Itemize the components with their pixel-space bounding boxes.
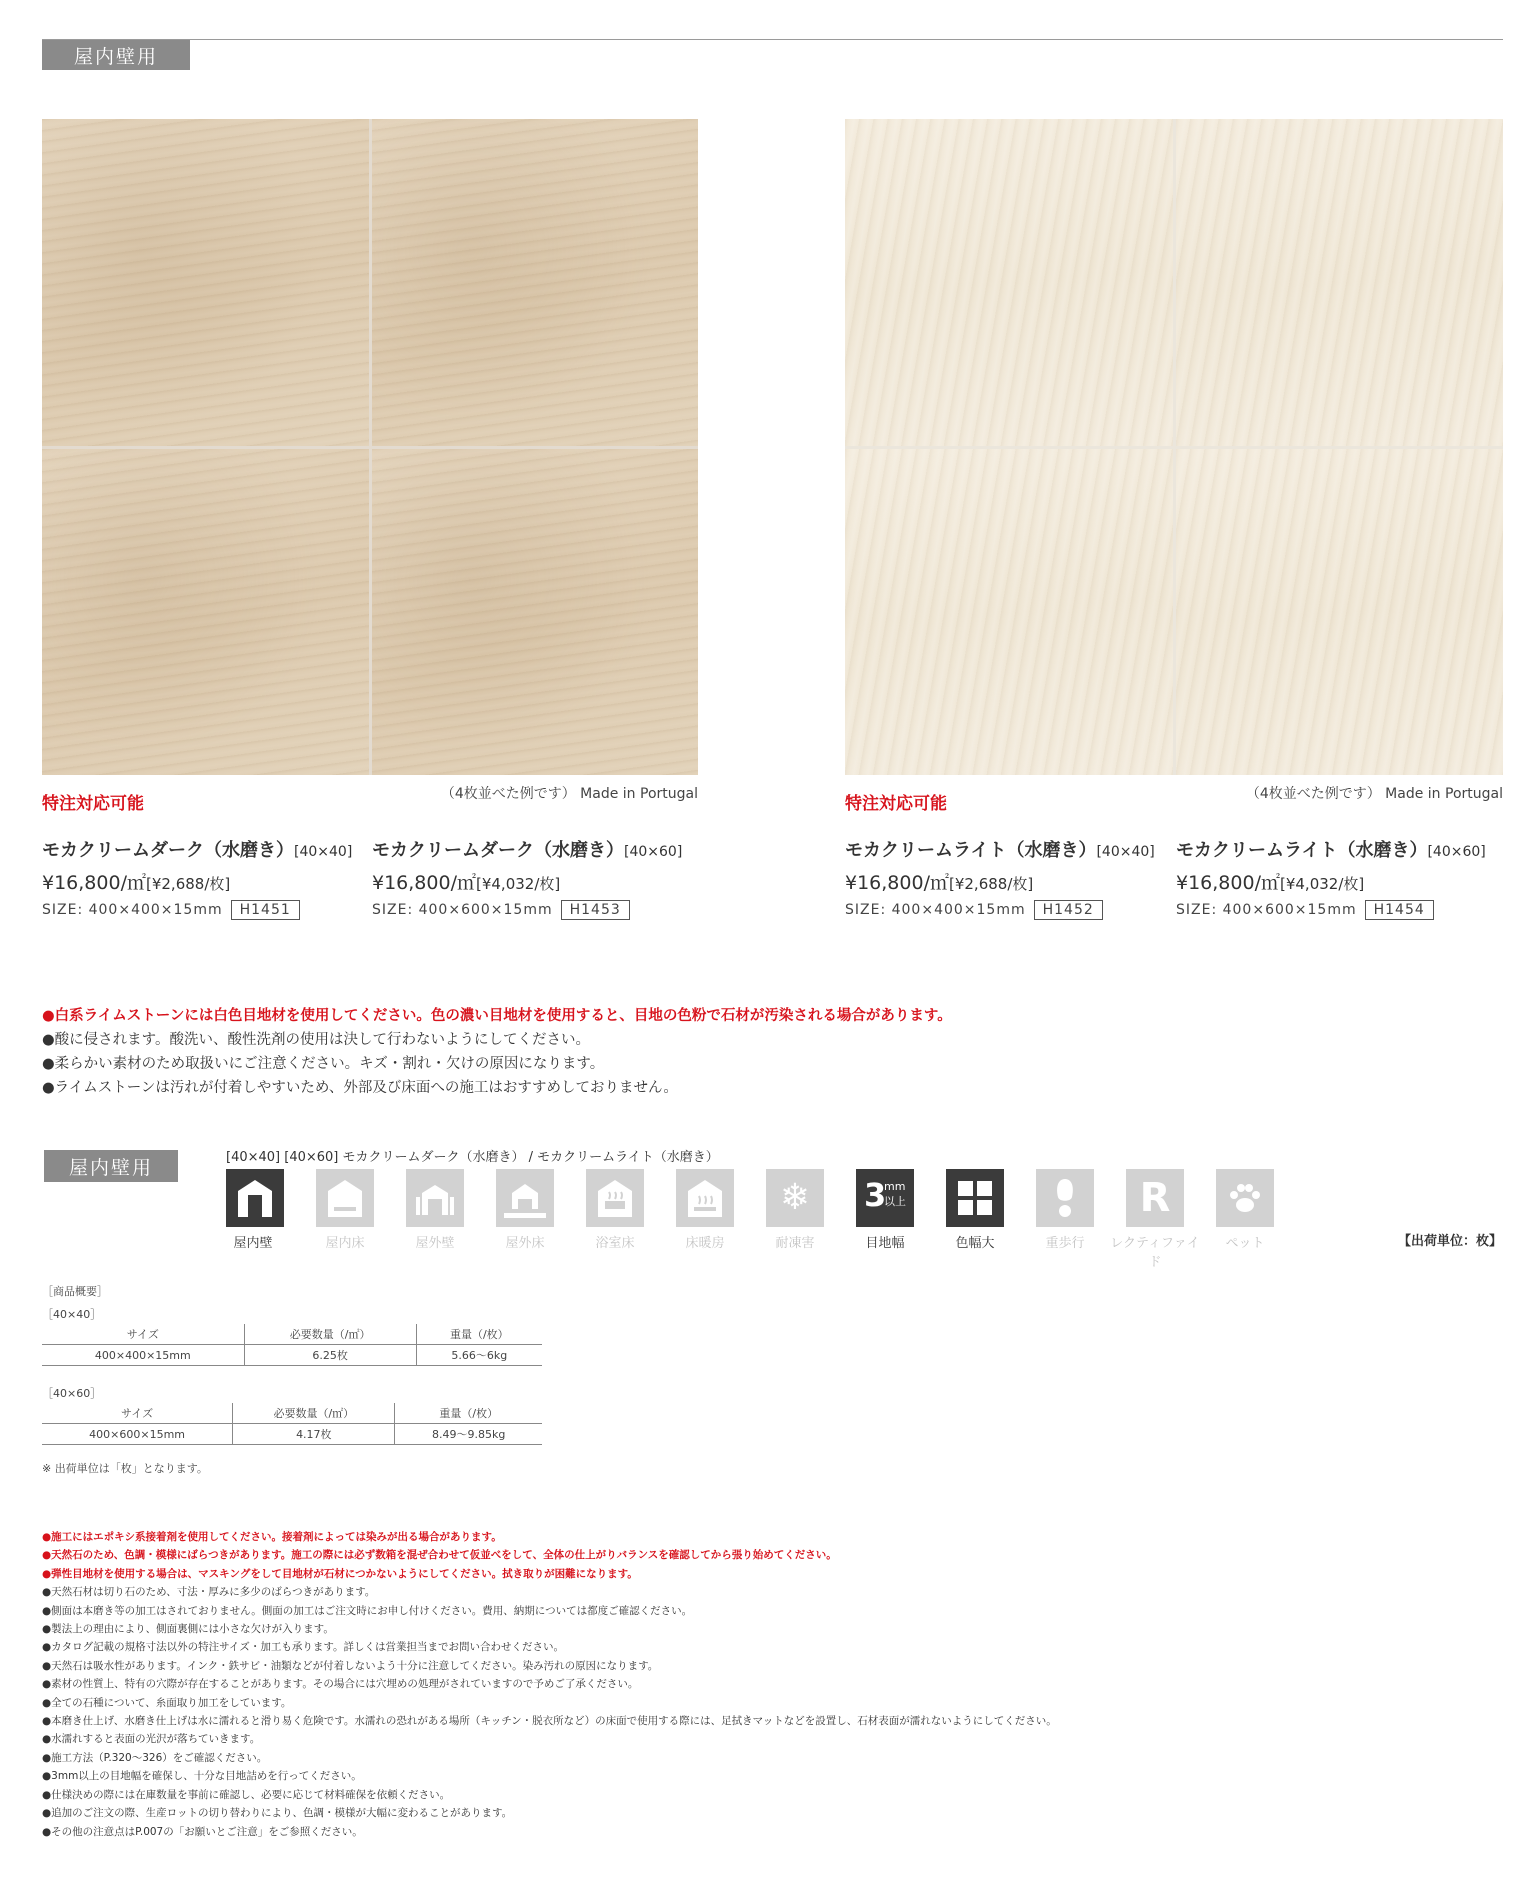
product-code: H1454 — [1365, 900, 1434, 920]
installation-note: ●側面は本磨き等の加工はされておりません。側面の加工はご注文時にお申し付けください。費用、納期については都度ご確認ください。 — [42, 1604, 693, 1617]
frost-resistant-icon — [766, 1169, 824, 1227]
table-cell: 400×600×15mm — [42, 1424, 233, 1445]
joint-width-unit: mm — [884, 1180, 906, 1193]
installation-note: ●天然石のため、色調・模様にばらつきがあります。施工の際には必ず数箱を混ぜ合わせて仮並べをして、全体の仕上がりバランスを確認してから張り始めてください。 — [42, 1549, 837, 1562]
icon-label: ペット — [1225, 1236, 1265, 1251]
product-name — [845, 836, 1155, 862]
installation-note: ●弾性目地材を使用する場合は、マスキングをして目地材が石材につかないようにしてください。拭き取りが困難になります。 — [42, 1567, 638, 1580]
installation-note: ●カタログ記載の規格寸法以外の特注サイズ・加工も承ります。詳しくは営業担当までお問い合わせください。 — [42, 1641, 564, 1654]
icon-label: 床暖房 — [685, 1236, 725, 1251]
installation-note: ●製法上の理由により、側面裏側には小さな欠けが入ります。 — [42, 1623, 334, 1636]
caution-note: ●ライムストーンは汚れが付着しやすいため、外部及び床面への施工はおすすめしておりません。 — [42, 1080, 678, 1096]
table-cell: 4.17枚 — [233, 1424, 395, 1445]
installation-note: ●仕様決めの際には在庫数量を事前に確認し、必要に応じて材料確保を依頼ください。 — [42, 1788, 451, 1801]
installation-note: ●水濡れすると表面の光沢が落ちていきます。 — [42, 1733, 261, 1746]
installation-note: ●施工にはエポキシ系接着剤を使用してください。接着剤によっては染みが出る場合があります。 — [42, 1531, 502, 1543]
installation-note: ●3mm以上の目地幅を確保し、十分な目地詰めを行ってください。 — [42, 1770, 362, 1783]
product-name — [1176, 836, 1486, 862]
bathroom-floor-icon — [586, 1169, 644, 1227]
spec-title: ［商品概要］ — [42, 1285, 108, 1298]
product-code: H1453 — [561, 900, 630, 920]
icon-label: 耐凍害 — [775, 1236, 815, 1251]
joint-width-icon — [856, 1169, 914, 1227]
heavy-traffic-icon — [1036, 1169, 1094, 1227]
tile — [1176, 449, 1504, 776]
table-header-row — [42, 1403, 542, 1424]
price-main: ¥16,800/㎡ — [845, 872, 949, 894]
product-price — [372, 868, 560, 895]
color-variation-icon — [946, 1169, 1004, 1227]
installation-note: ●本磨き仕上げ、水磨き仕上げは水に濡れると滑り易く危険です。水濡れの恐れがある場所（キッチン・脱衣所など）の床面で使用する際には、足拭きマットなどを設置し、石材表面が濡れないようにしてください。 — [42, 1715, 1057, 1728]
tile — [845, 119, 1173, 446]
table-cell: 5.66～6kg — [416, 1345, 542, 1366]
usage-label-text: 屋内壁用 — [68, 1156, 153, 1179]
table-header: サイズ — [42, 1324, 244, 1345]
size-tag: [40×60] — [1427, 844, 1486, 860]
icon-label: 屋外床 — [505, 1236, 545, 1251]
example-note: （4枚並べた例です） Made in Portugal — [440, 786, 698, 802]
outdoor-floor-icon — [496, 1169, 554, 1227]
outdoor-wall-icon — [406, 1169, 464, 1227]
caution-note: ●白系ライムストーンには白色目地材を使用してください。色の濃い目地材を使用すると、目地の色粉で石材が汚染される場合があります。 — [42, 1008, 952, 1024]
tile — [1176, 119, 1504, 446]
table-cell: 400×400×15mm — [42, 1345, 244, 1366]
product-name-text: モカクリームライト（水磨き） — [845, 840, 1097, 861]
price-main: ¥16,800/㎡ — [42, 872, 146, 894]
product-name — [372, 836, 682, 862]
category-label-text: 屋内壁用 — [73, 45, 158, 68]
example-note: （4枚並べた例です） Made in Portugal — [1245, 786, 1503, 802]
price-per-piece: [¥2,688/枚] — [948, 875, 1034, 893]
size-tag: [40×40] — [294, 844, 353, 860]
indoor-floor-icon — [316, 1169, 374, 1227]
installation-note: ●追加のご注文の際、生産ロットの切り替わりにより、色調・模様が大幅に変わることがあります。 — [42, 1807, 513, 1820]
price-main: ¥16,800/㎡ — [1176, 872, 1280, 894]
joint-width-glyph — [860, 1175, 910, 1221]
tile — [42, 119, 369, 446]
product-price — [845, 868, 1033, 895]
price-per-piece: [¥4,032/枚] — [475, 875, 561, 893]
header-rule — [42, 39, 1503, 40]
icon-label: 屋外壁 — [415, 1236, 455, 1251]
product-price — [42, 868, 230, 895]
installation-note: ●全ての石種について、糸面取り加工をしています。 — [42, 1696, 292, 1709]
tile — [372, 119, 699, 446]
special-order-label: 特注対応可能 — [42, 794, 144, 814]
price-per-piece: [¥4,032/枚] — [1279, 875, 1365, 893]
product-size — [372, 900, 630, 920]
installation-notes — [42, 1528, 1502, 1841]
size-text: SIZE: 400×400×15mm — [845, 902, 1026, 918]
size-text: SIZE: 400×600×15mm — [1176, 902, 1357, 918]
table-row — [42, 1424, 542, 1445]
rectified-icon — [1126, 1169, 1184, 1227]
caution-note: ●酸に侵されます。酸洗い、酸性洗剤の使用は決して行わないようにしてください。 — [42, 1032, 590, 1048]
installation-note: ●天然石は吸水性があります。インク・鉄サビ・油類などが付着しないよう十分に注意してください。染み汚れの原因になります。 — [42, 1659, 659, 1672]
caution-notes — [42, 1004, 1502, 1100]
pet-icon — [1216, 1169, 1274, 1227]
shipping-unit: 【出荷単位：枚】 — [1397, 1234, 1502, 1249]
floor-heating-icon — [676, 1169, 734, 1227]
tile — [42, 449, 369, 776]
tile — [845, 449, 1173, 776]
product-code: H1451 — [231, 900, 300, 920]
spec-caption: ［40×40］ — [42, 1308, 102, 1321]
spec-table — [42, 1324, 542, 1366]
category-label — [42, 40, 190, 70]
table-header: 重量（/枚） — [416, 1324, 542, 1345]
usage-product-line: [40×40] [40×60] モカクリームダーク（水磨き） / モカクリームライト（水磨き） — [226, 1150, 719, 1165]
tile — [372, 449, 699, 776]
product-name-text: モカクリームダーク（水磨き） — [372, 840, 624, 861]
size-text: SIZE: 400×600×15mm — [372, 902, 553, 918]
caution-note: ●柔らかい素材のため取扱いにご注意ください。キズ・割れ・欠けの原因になります。 — [42, 1056, 605, 1072]
spec-footnote: ※ 出荷単位は「枚」となります。 — [42, 1462, 208, 1475]
product-code: H1452 — [1034, 900, 1103, 920]
icon-label: 屋内壁 — [233, 1236, 273, 1251]
spec-table — [42, 1403, 542, 1445]
snowflake-glyph: ❄ — [779, 1177, 811, 1218]
table-header: サイズ — [42, 1403, 233, 1424]
table-header: 必要数量（/㎡） — [244, 1324, 416, 1345]
table-header: 重量（/枚） — [395, 1403, 542, 1424]
size-tag: [40×60] — [624, 844, 683, 860]
product-size — [845, 900, 1103, 920]
icon-label: 重歩行 — [1045, 1236, 1085, 1251]
table-header: 必要数量（/㎡） — [233, 1403, 395, 1424]
installation-note: ●天然石材は切り石のため、寸法・厚みに多少のばらつきがあります。 — [42, 1586, 376, 1599]
joint-width-number: 3 — [864, 1176, 887, 1214]
icon-label: 屋内床 — [325, 1236, 365, 1251]
spec-caption: ［40×60］ — [42, 1387, 102, 1400]
price-per-piece: [¥2,688/枚] — [145, 875, 231, 893]
product-name — [42, 836, 352, 862]
joint-width-suffix: 以上 — [884, 1195, 906, 1208]
installation-note: ●施工方法（P.320～326）をご確認ください。 — [42, 1751, 268, 1764]
size-text: SIZE: 400×400×15mm — [42, 902, 223, 918]
price-main: ¥16,800/㎡ — [372, 872, 476, 894]
table-cell: 8.49～9.85kg — [395, 1424, 542, 1445]
icon-label: レクティファイド — [1110, 1236, 1200, 1270]
size-tag: [40×40] — [1096, 844, 1155, 860]
table-cell: 6.25枚 — [244, 1345, 416, 1366]
installation-note: ●その他の注意点はP.007の「お願いとご注意」をご参照ください。 — [42, 1825, 363, 1838]
rectified-glyph: R — [1139, 1175, 1171, 1221]
table-header-row — [42, 1324, 542, 1345]
icon-label: 目地幅 — [865, 1236, 905, 1251]
usage-label — [44, 1150, 178, 1182]
product-name-text: モカクリームダーク（水磨き） — [42, 840, 294, 861]
product-image-light — [845, 119, 1503, 775]
product-image-dark — [42, 119, 698, 775]
product-size — [1176, 900, 1434, 920]
table-row — [42, 1345, 542, 1366]
icon-label: 浴室床 — [595, 1236, 635, 1251]
product-price — [1176, 868, 1364, 895]
installation-note: ●素材の性質上、特有の穴際が存在することがあります。その場合には穴埋めの処理がされていますので予めご了承ください。 — [42, 1678, 639, 1691]
indoor-wall-icon — [226, 1169, 284, 1227]
product-size — [42, 900, 300, 920]
product-name-text: モカクリームライト（水磨き） — [1176, 840, 1428, 861]
special-order-label: 特注対応可能 — [845, 794, 947, 814]
icon-label: 色幅大 — [955, 1236, 995, 1251]
